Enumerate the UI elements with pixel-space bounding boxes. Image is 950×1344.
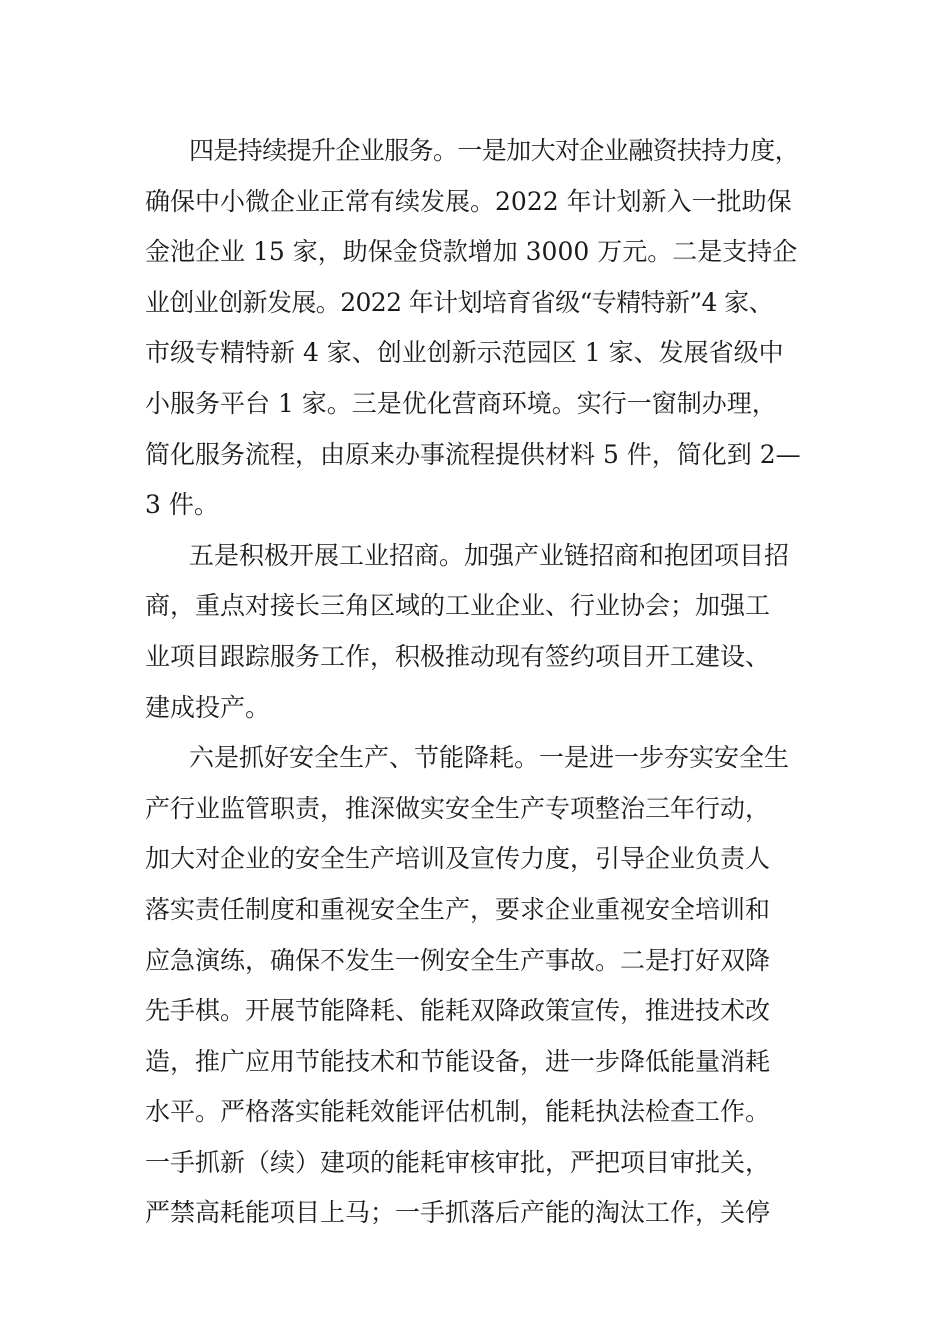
paragraph-industrial-investment [145,531,825,733]
paragraph-safety-energy [145,733,825,1239]
text-line: 五是积极开展工业招商。加强产业链招商和抱团项目招 [189,540,790,570]
text-line: 金池企业 15 家，助保金贷款增加 3000 万元。二是支持企 [145,237,798,267]
text-line: 商，重点对接长三角区域的工业企业、行业协会；加强工 [145,591,771,621]
document-body [145,126,825,1239]
text-line: 造，推广应用节能技术和节能设备，进一步降低能量消耗 [145,1046,771,1076]
paragraph-enterprise-services [145,126,825,531]
text-line: 严禁高耗能项目上马；一手抓落后产能的淘汰工作，关停 [145,1198,771,1228]
text-line: 落实责任制度和重视安全生产，要求企业重视安全培训和 [145,894,771,924]
text-line: 业创业创新发展。2022 年计划培育省级“专精特新”4 家、 [145,287,773,317]
text-line: 简化服务流程，由原来办事流程提供材料 5 件，简化到 2— [145,439,801,469]
text-line: 应急演练，确保不发生一例安全生产事故。二是打好双降 [145,945,771,975]
text-line: 四是持续提升企业服务。一是加大对企业融资扶持力度， [189,136,800,165]
text-line: 建成投产。 [145,692,271,722]
text-line: 水平。严格落实能耗效能评估机制，能耗执法检查工作。 [145,1097,771,1127]
text-line: 先手棋。开展节能降耗、能耗双降政策宣传，推进技术改 [145,996,771,1026]
text-line: 一手抓新（续）建项的能耗审核审批，严把项目审批关， [145,1147,771,1177]
text-line: 业项目跟踪服务工作，积极推动现有签约项目开工建设、 [145,641,771,671]
text-line: 市级专精特新 4 家、创业创新示范园区 1 家、发展省级中 [145,338,784,368]
text-line: 加大对企业的安全生产培训及宣传力度，引导企业负责人 [145,844,771,874]
text-line: 六是抓好安全生产、节能降耗。一是进一步夯实安全生 [189,743,790,773]
text-line: 产行业监管职责，推深做实安全生产专项整治三年行动， [145,793,771,823]
text-line: 小服务平台 1 家。三是优化营商环境。实行一窗制办理， [145,388,777,418]
text-line: 确保中小微企业正常有续发展。2022 年计划新入一批助保 [145,186,792,216]
text-line: 3 件。 [145,490,219,520]
